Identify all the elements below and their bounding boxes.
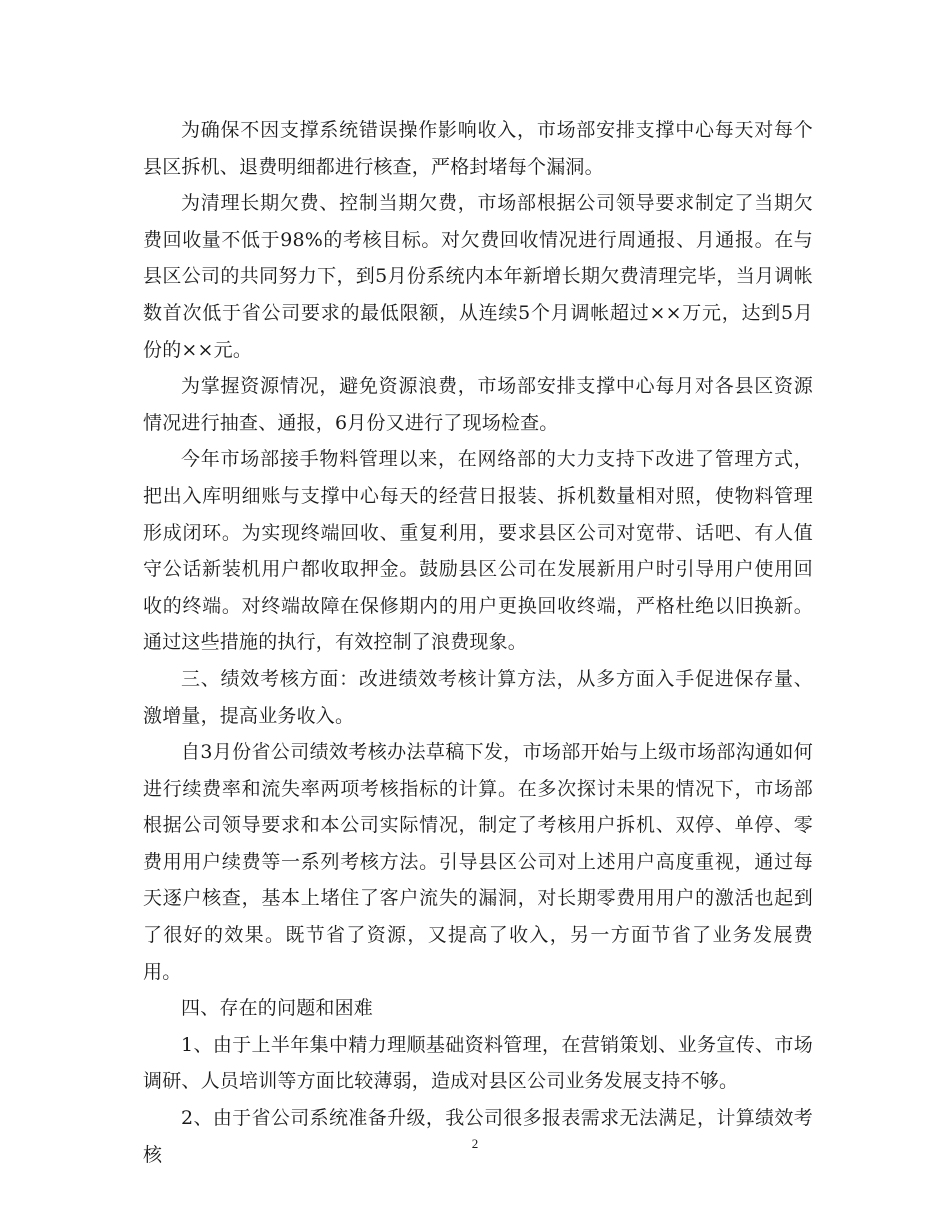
paragraph-4: 今年市场部接手物料管理以来，在网络部的大力支持下改进了管理方式，把出入库明细账与支撑中心每天的经营日报装、拆机数量相对照，使物料管理形成闭环。为实现终端回收、重复利用，要求县区公司对宽带、话吧、有人值守公话新装机用户都收取押金。鼓励县区公司在发展新用户时引导用户使用回收的终端。对终端故障在保修期内的用户更换回收终端，严格杜绝以旧换新。通过这些措施的执行，有效控制了浪费现象。 <box>143 448 813 654</box>
list-item-2: 2、由于省公司系统准备升级，我公司很多报表需求无法满足，计算绩效考核 <box>143 1107 813 1166</box>
paragraph-2: 为清理长期欠费、控制当期欠费，市场部根据公司领导要求制定了当期欠费回收量不低于98%的考核目标。对欠费回收情况进行周通报、月通报。在与县区公司的共同努力下，到5月份系统内本年新增长期欠费清理完毕，当月调帐数首次低于省公司要求的最低限额，从连续5个月调帐超过××万元，达到5月份的××元。 <box>143 192 813 361</box>
page-body <box>143 112 813 1173</box>
section-heading-3: 三、绩效考核方面：改进绩效考核计算方法，从多方面入手促进保存量、激增量，提高业务收入。 <box>143 667 813 727</box>
paragraph-3: 为掌握资源情况，避免资源浪费，市场部安排支撑中心每月对各县区资源情况进行抽查、通报，6月份又进行了现场检查。 <box>143 375 813 434</box>
section-heading-4: 四、存在的问题和困难 <box>181 997 374 1020</box>
paragraph-5: 自3月份省公司绩效考核办法草稿下发，市场部开始与上级市场部沟通如何进行续费率和流失率两项考核指标的计算。在多次探讨未果的情况下，市场部根据公司领导要求和本公司实际情况，制定了考核用户拆机、双停、单停、零费用用户续费等一系列考核方法。引导县区公司对上述用户高度重视，通过每天逐户核查，基本上堵住了客户流失的漏洞，对长期零费用用户的激活也起到了很好的效果。既节省了资源，又提高了收入，另一方面节省了业务发展费用。 <box>143 741 813 983</box>
paragraph-1: 为确保不因支撑系统错误操作影响收入，市场部安排支撑中心每天对每个县区拆机、退费明细都进行核查，严格封堵每个漏洞。 <box>143 119 813 178</box>
list-item-1: 1、由于上半年集中精力理顺基础资料管理，在营销策划、业务宣传、市场调研、人员培训等方面比较薄弱，造成对县区公司业务发展支持不够。 <box>143 1033 813 1093</box>
page-number: 2 <box>471 1136 479 1151</box>
